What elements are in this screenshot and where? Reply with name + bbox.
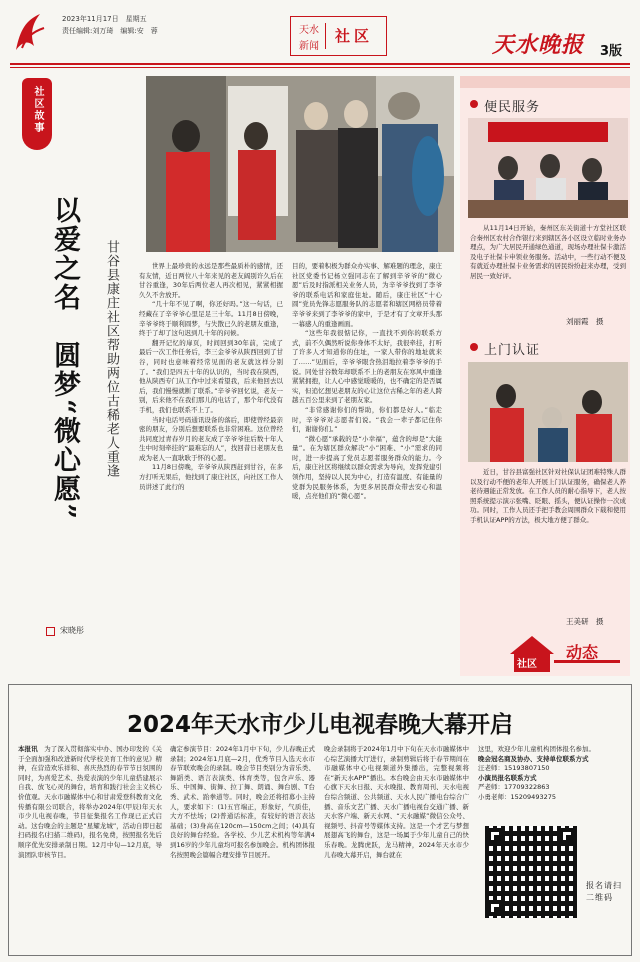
qr-caption: 报名请扫二维码 bbox=[586, 881, 622, 902]
signup-qr-code[interactable] bbox=[485, 826, 577, 918]
qr-eye bbox=[559, 828, 575, 844]
story-badge-text: 社区故事 bbox=[32, 86, 43, 134]
sidebar-top-band bbox=[460, 76, 630, 88]
main-story-paragraph: 世界上最珍贵的永远是那些最质朴的感情，还有友情，近日两位八十年来见的老友阔别许久后在甘谷重逢，30年后两位老人再次相见，紧紧相握久久不舍放开。 bbox=[139, 262, 283, 299]
main-story-title: 以爱之名 圆梦“微心愿” bbox=[49, 196, 80, 522]
masthead-rule-thin bbox=[10, 67, 630, 68]
hotline-line: 严老师：17709322863 bbox=[478, 783, 550, 792]
main-story-paragraph: “非常感谢你们的帮助，你们都是好人。”临走时，辛爷爷对志愿者们说。“我会一辈子都记住你们，谢谢你们。” bbox=[292, 405, 442, 434]
main-story-col2 bbox=[292, 262, 442, 652]
service-title-dot bbox=[470, 100, 478, 108]
section-box bbox=[290, 16, 387, 56]
service-credit: 刘丽霞 摄 bbox=[566, 317, 604, 326]
issue-date: 2023年11月17日 星期五 bbox=[62, 15, 147, 23]
banner-word-b: 动态 bbox=[566, 643, 599, 662]
main-story-paragraph: 当时电话号码通讯设备的落后，即使曾经最亲密的朋友，分别后想要联系也非常困难。这位曾经共同度过青春岁月的老友成了辛爷爷往后数十年人生中时刻牵挂的“最难忘的人”，找回昔日老朋友也成为老人一直耿耿于怀的心愿。 bbox=[139, 415, 283, 462]
visit-credit: 王美研 摄 bbox=[566, 617, 604, 626]
main-story-paragraph: “微心愿”承载的是“小幸福”，蕴含的却是“大能量”。在为辖区群众解决“小”困难、“小”需求的同时，进一步提高了党员志愿者服务群众的能力。今后，康庄社区将继续以群众需求为导向，发挥党建引领作用，坚持以人民为中心，打造有温度、有能量的党群为民服务体系，为更多居民群众带去安心和温暖，点亮他们的“微心愿”。 bbox=[292, 434, 442, 501]
main-story-paragraph: “这些年我很惦记你，一直找不到你的联系方式，前不久偶然听说你身体不太好，我很牵挂，打听了许多人才知道你的住址，一家人带你的地址就来了……”见面后，辛爷爷眼含热泪地拉着李爷爷的手说。同处甘谷数年却联系不上的老朋友在寒风中重逢紧紧拥抱，让人心中感觉暖暖的，也不确定的是否属实，但追忆想见老朋友的心让这位古稀之年的老人跨越五百公里来到了老朋友家。 bbox=[292, 329, 442, 405]
hotline-title: 小演员报名联系方式 bbox=[478, 773, 537, 782]
section-city: 天水 bbox=[299, 25, 319, 36]
main-story-subtitle: 甘谷县康庄社区帮助两位古稀老人重逢 bbox=[104, 240, 119, 478]
service-paragraph: 从11月14日开始，秦州区东关街道十方堂社区联合秦州区农村合作银行来到辖区各小区设立临时业务办理点，为广大居民开通绿色通道，现场办理社保卡激活及电子社保卡申领业务服务。活动中，一些行动不便及有就近办理社保卡业务需求的居民纷纷赶来办理，受到居民一致好评。 bbox=[470, 224, 626, 280]
paper-logo-emblem bbox=[12, 10, 48, 54]
contact-title: 晚会冠名商及协办、支持单位联系方式 bbox=[478, 754, 589, 763]
author-marker bbox=[46, 627, 55, 636]
contact-line: 汪老师：15193807150 bbox=[478, 764, 550, 773]
paper-name-logo: 天水晚报 bbox=[492, 32, 585, 58]
main-story-photo bbox=[146, 76, 454, 252]
main-story-author: 宋晓彤 bbox=[60, 626, 84, 635]
bottom-col4-text: 这里，欢迎少年儿童机构团体报名参加。 bbox=[478, 745, 595, 753]
issue-editors: 责任编辑:刘万琦 编辑:安 蓉 bbox=[62, 27, 158, 35]
section-news: 新闻 bbox=[299, 41, 319, 52]
visit-text bbox=[470, 468, 626, 526]
visit-paragraph: 近日，甘谷县富强社区针对社保认证团难特殊人群以及行动不便的老年人开展上门认证服务，确保老人养老待遇能正常发放。在工作人员的耐心指导下，老人按照系统提示演示张嘴、眨眼、摇头，便认证操作一次成功。同时，工作人员还手把手教会周围群众下载和使用手机认证APP的方法，极大地方便了群众。 bbox=[470, 468, 626, 524]
bottom-col3 bbox=[324, 745, 469, 950]
masthead-rule bbox=[10, 63, 630, 65]
qr-eye bbox=[487, 900, 503, 916]
main-story-paragraph: “几十年不见了啊，你还好吗。”这一句话，已经藏在了辛爷爷心里足足三十年。11月8日傍晚，辛爷爷终于顺利圆梦，与失散已久的老朋友重逢，终于了却了这句迟到几十年的问候。 bbox=[139, 300, 283, 338]
bottom-col1 bbox=[18, 745, 162, 950]
bottom-tag: 本报讯 bbox=[18, 745, 38, 753]
bottom-col2-text: 确定参演节目：2024年1月中下旬，少儿春晚正式录制；2024年1月底—2月，优秀节目入选天水市春节联欢晚会的录制。晚会节目类别分为音乐类、舞蹈类、语言表演类、体育类等，包含声乐、器乐、中国舞、街舞、拉丁舞、朗诵、舞台剧、T台秀、武术、跆拳道等。同时，晚会还将招募小主持人，要求如下：(1)五官端正，形象好，气质佳，大方不怯场；(2)普通话标准，有较好的语言表达基础；(3)身高在120cm—150cm之间；(4)具有良好的舞台经验。各学校、少儿艺术机构等年满4到16岁的少年儿童均可报名参加晚会。机构团体报名按照晚会篇幅合理安排节目展开。 bbox=[170, 745, 315, 859]
qr-eye bbox=[487, 828, 503, 844]
bottom-col3-text: 晚会录制将于2024年1月中下旬在天水市融媒体中心综艺演播大厅进行，录制剪辑后将于春节期间在市融媒体中心电视频道外集播出，完整视频将在“新天水APP”播出。本台晚会由天水市融媒体中心旗下天水日报、天水晚报、教育周刊、天水电视台综合频道、公共频道、天水人民广播电台综合广播、音乐文艺广播、天水广播电视台交通广播、新天水客户端、新天水网、“天水融媒”微信公众号、视频号、抖音号等媒体支持。这是一个才艺与梦想展翅高飞的舞台，这是一场属于少年儿童自己的快乐春晚。龙腾虎跃，龙马精神，2024年天水市少儿春晚大幕开启，舞台就在 bbox=[324, 745, 469, 859]
service-photo bbox=[468, 118, 628, 218]
service-text bbox=[470, 224, 626, 282]
section-name: 社区 bbox=[335, 27, 374, 45]
hotline-line: 小勇老师：15209493275 bbox=[478, 792, 556, 801]
bottom-col4 bbox=[478, 745, 624, 803]
service-title: 便民服务 bbox=[484, 100, 541, 115]
main-story-paragraph: 11月8日傍晚，辛爷爷从陕西赶到甘谷，在多方打听无果后，他找到了康庄社区，向社区工作人员讲述了此行的 bbox=[139, 463, 283, 491]
visit-title: 上门认证 bbox=[484, 343, 541, 358]
main-story-col1 bbox=[139, 262, 283, 642]
main-story-paragraph: 翻开记忆的扉页，时间回到30年前，完成了最后一次工作任务后，李三金爷爷从陕西回到了甘谷，同时也意味着经常见面的老友就这样分别了。“我们是四五十年的认识的，当时我在陕西，他从陕西专门从工作中过来看望我，后来他回去以后，我们慢慢就断了联系。”辛爷爷回忆说，老友一别，后来他不在我们那儿的电话了，那个年代没有手机，我们也联系不上了。 bbox=[139, 338, 283, 414]
main-story-paragraph: 目的，要着积极为群众办实事、解难题的理念，康庄社区党委书记杨立强同志在了解到辛爷爷的“微心愿”后及时指派相关业务人员，为辛爷爷找到了李爷爷的联系电话和家庭住址。随后，康庄社区“十心圆”党员先锋志愿服务队的志愿者和辖区网格员带着辛爷爷来到了李爷爷的家中，于是才有了文章开头那一幕感人的重逢画面。 bbox=[292, 262, 442, 328]
visit-photo bbox=[468, 362, 628, 462]
bottom-col1-text: 为了深入贯彻落实中办、国办印发的《关于全面加强和改进新时代学校美育工作的意见》精神，在营造欢乐祥和、喜庆热烈的春节节日氛围的同时，为喜爱艺术、热爱表演的少年儿童搭建展示自我、放飞心灵的舞台，培育和践行社会主义核心价值观。天水市融媒体中心和甘肃爱登科教育文化传播有限公司联合，将举办2024年(甲辰)年天水市少儿电视春晚，节目征集报名工作现已正式启动。这台晚会的主题是“星耀龙城”，活动自即日起扫码报名(扫描二维码)，报名免费，按照报名先后顺序优先安排录制日期。12月中旬—12月底，导演团队审核节目。 bbox=[18, 745, 162, 859]
page-number: 3版 bbox=[600, 44, 623, 59]
bottom-col2 bbox=[170, 745, 315, 950]
visit-title-dot bbox=[470, 343, 478, 351]
bottom-headline: 2024年天水市少儿电视春晚大幕开启 bbox=[126, 712, 513, 738]
community-banner bbox=[510, 634, 620, 674]
banner-word-a: 社区 bbox=[517, 659, 537, 670]
story-badge bbox=[22, 78, 52, 150]
